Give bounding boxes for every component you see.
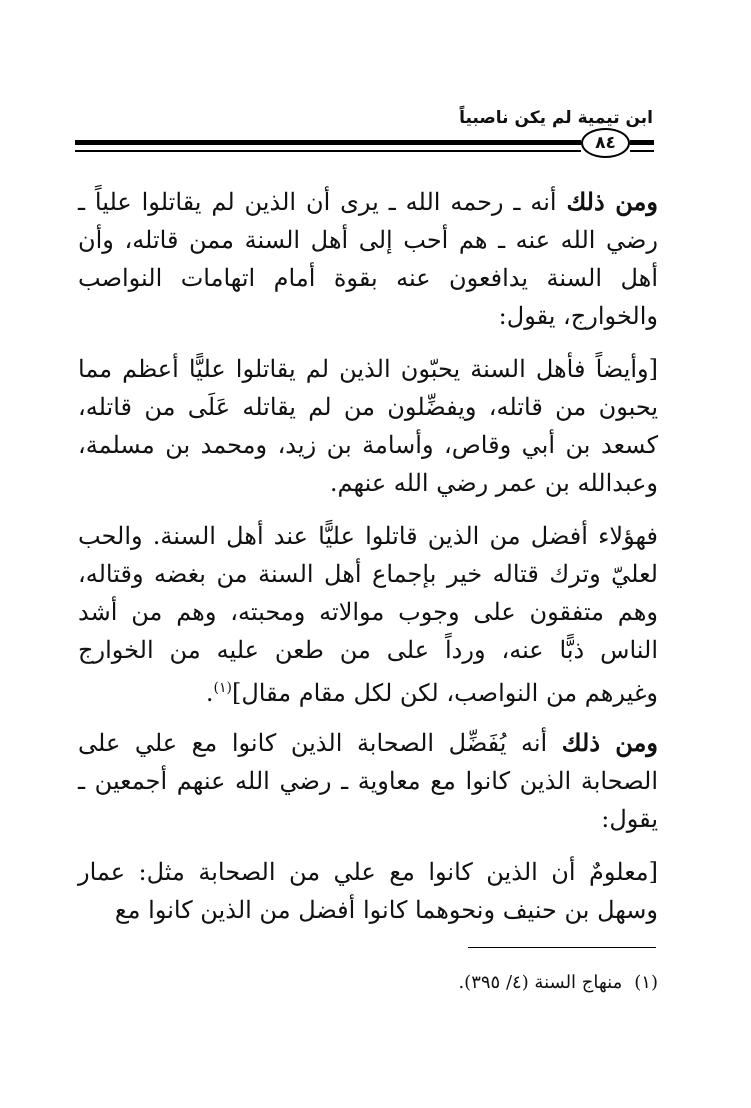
paragraph-trail: . (205, 679, 214, 707)
paragraph-2 (78, 350, 658, 502)
page-number-text: ٨٤ (595, 133, 616, 153)
paragraph-3 (78, 517, 658, 712)
paragraph-text: أنه يُفَضِّل الصحابة الذين كانوا مع علي على الصحابة الذين كانوا مع معاوية ـ رضي الله عنهم أجمعين ـ يقول: (78, 729, 658, 833)
paragraph-5 (78, 853, 658, 929)
footnote-reference[interactable]: (١) (213, 680, 232, 696)
page-number (581, 128, 630, 158)
running-title: ابن تيمية لم يكن ناصبياً (459, 108, 653, 128)
paragraph-text: فهؤلاء أفضل من الذين قاتلوا عليًّا عند أهل السنة. والحب لعليّ وترك قتاله خير بإجماع أهل السنة من بغضه وقتاله، وهم متفقون على وجوب موالاته ومحبته، وهم من أشد الناس ذبًّا عنه، ورداً على من طعن عليه من الخوارج وغيرهم من النواصب، لكن لكل مقام مقال] (78, 522, 658, 707)
header-rule (75, 140, 581, 145)
paragraph-text: [وأيضاً فأهل السنة يحبّون الذين لم يقاتلوا عليًّا أعظم مما يحبون من قاتله، ويفضِّلون من لم يقاتله عَلَى من قاتله، كسعد بن أبي وقاص، وأسامة بن زيد، ومحمد بن مسلمة، وعبدالله بن عمر رضي الله عنهم. (78, 355, 659, 497)
header-rule-thin (75, 150, 581, 152)
footnote-number: (١) (634, 972, 658, 993)
paragraph-4 (78, 724, 658, 838)
header-rule-right (630, 140, 654, 145)
paragraph-text: [معلومٌ أن الذين كانوا مع علي من الصحابة مثل: عمار وسهل بن حنيف ونحوهما كانوا أفضل من الذين كانوا مع (78, 858, 658, 924)
header-rule-right-thin (630, 150, 654, 152)
footnote (400, 972, 658, 993)
paragraph-lead: ومن ذلك (566, 187, 658, 216)
footnote-rule (468, 947, 656, 948)
paragraph-1 (78, 183, 658, 335)
footnote-text: منهاج السنة (٤/ ٣٩٥). (458, 972, 623, 993)
paragraph-text: أنه ـ رحمه الله ـ يرى أن الذين لم يقاتلوا علياً ـ رضي الله عنه ـ هم أحب إلى أهل السنة ممن قاتله، وأن أهل السنة يدافعون عنه بقوة أمام اتهامات النواصب والخوارج، يقول: (78, 188, 658, 330)
paragraph-lead: ومن ذلك (561, 728, 659, 757)
